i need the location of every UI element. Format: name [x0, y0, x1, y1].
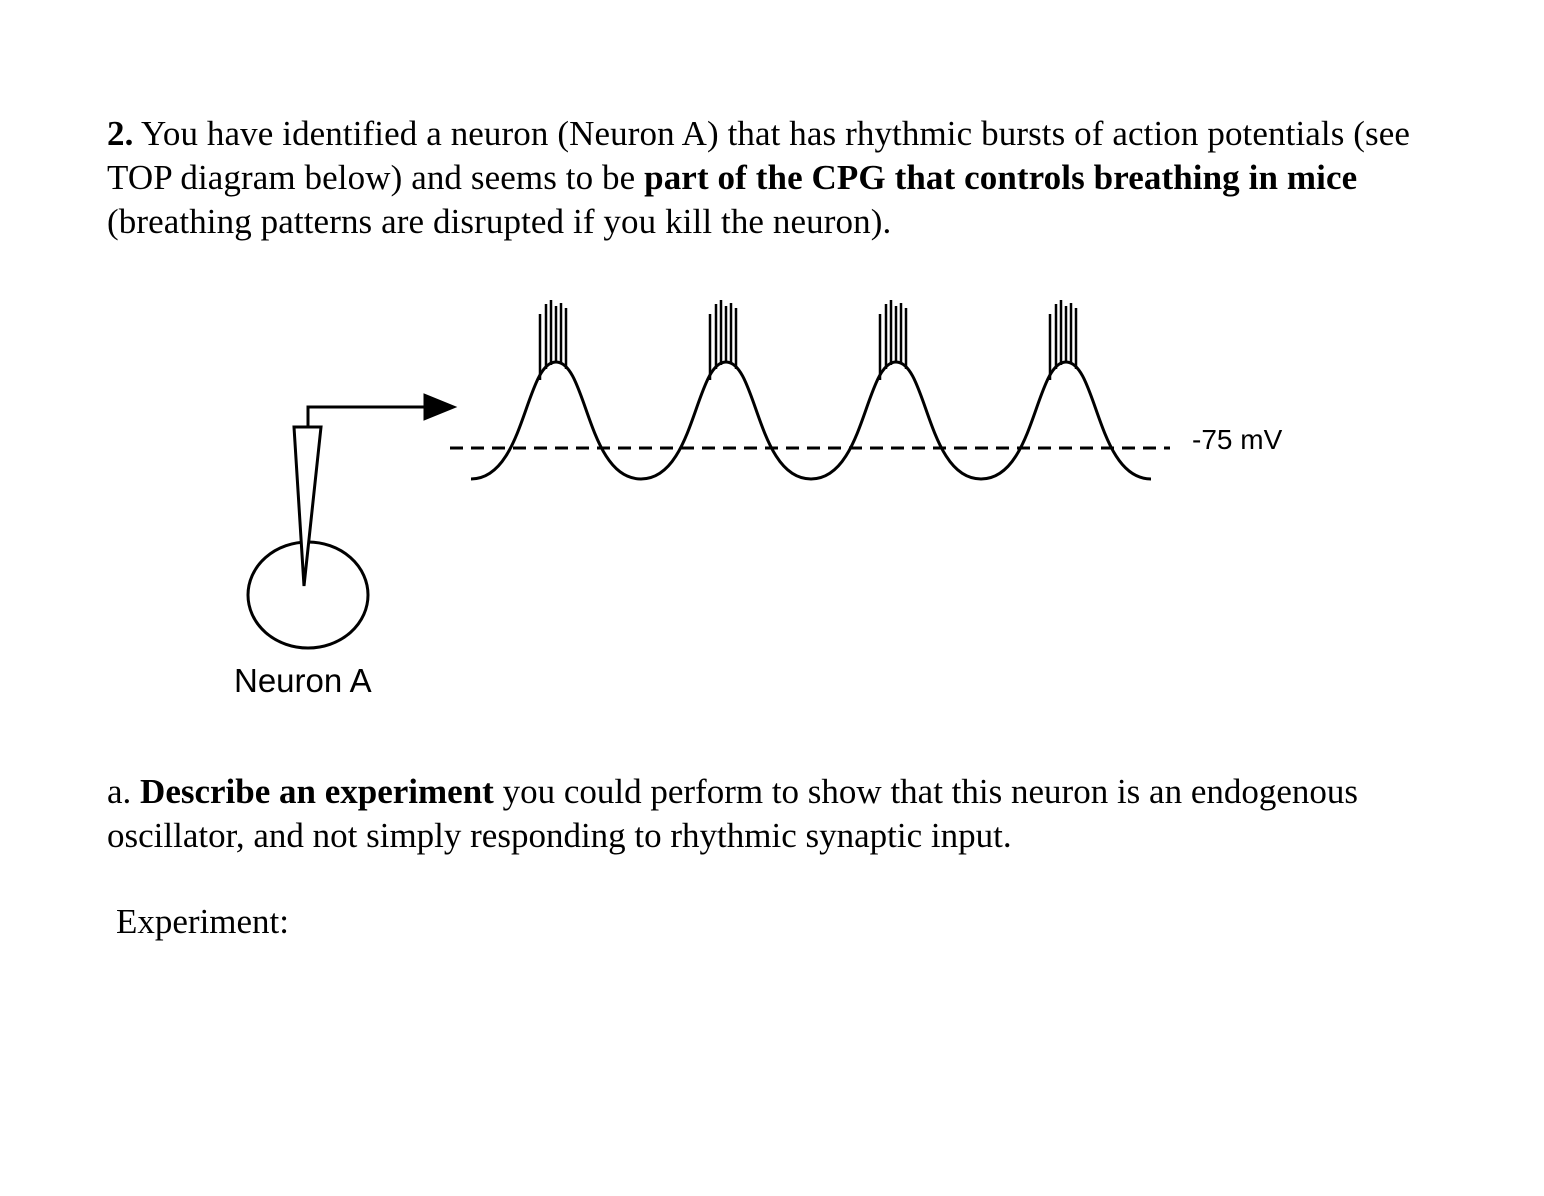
question-text-part2: (breathing patterns are disrupted if you kill the neuron).	[107, 202, 892, 241]
question-2-paragraph	[107, 112, 1467, 244]
arrow-head	[424, 394, 456, 420]
action-potential-burst-4	[1050, 300, 1076, 380]
question-text-part1: You have identified a neuron (Neuron A) that has rhythmic bursts of action potentials (see TOP diagram below) and seems to be	[107, 114, 1411, 197]
neuron-a-label: Neuron A	[234, 662, 372, 699]
question-bold-phrase: part of the CPG that controls breathing in mice	[644, 158, 1358, 197]
experiment-label: Experiment:	[116, 902, 290, 941]
part-a-paragraph	[107, 770, 1467, 858]
question-number: 2.	[107, 114, 134, 153]
membrane-potential-trace	[471, 362, 1151, 479]
part-a-text: you could perform to show that this neuron is an endogenous oscillator, and not simply responding to rhythmic synaptic input.	[107, 772, 1359, 855]
action-potential-burst-2	[710, 300, 736, 380]
action-potential-burst-1	[540, 300, 566, 380]
neuron-a-cell-body	[248, 542, 368, 648]
recording-electrode	[294, 427, 321, 586]
electrode-wire	[308, 407, 428, 427]
part-a-bold-phrase: Describe an experiment	[140, 772, 494, 811]
resting-potential-label: -75 mV	[1192, 424, 1283, 455]
part-a-prefix: a.	[107, 772, 141, 811]
action-potential-burst-3	[880, 300, 906, 380]
